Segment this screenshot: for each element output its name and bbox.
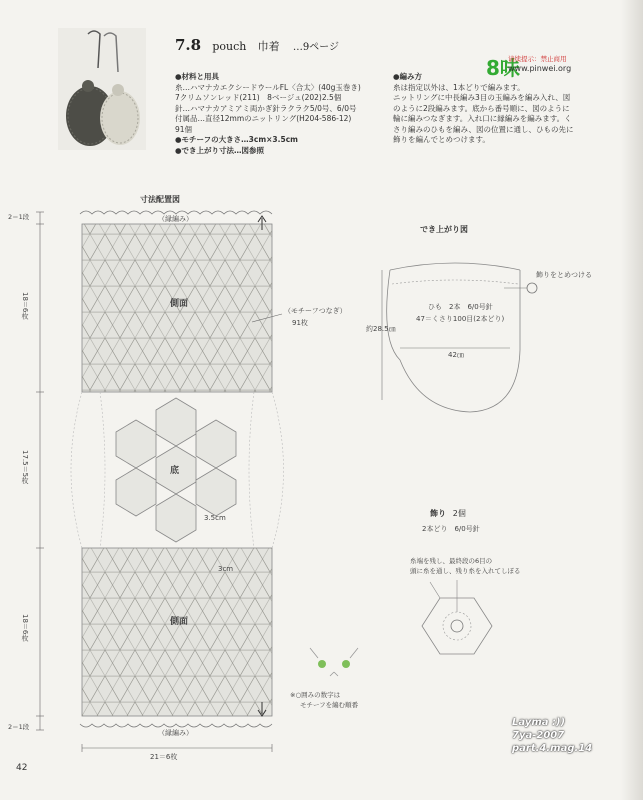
method-heading: ●編み方 <box>393 72 423 81</box>
method-line: 糸は指定以外は、1本どりで編みます。 <box>393 82 525 92</box>
layout-diagram-title: 寸法配置図 <box>140 195 180 204</box>
dim-edge-bottom: 2＝1段 <box>8 723 30 731</box>
edging-top-label: （縁編み） <box>158 215 193 223</box>
ornament-attach-note: 飾りをとめつける <box>536 271 592 279</box>
finished-width: 42㎝ <box>448 351 464 359</box>
pattern-page-ref: …9ページ <box>292 42 339 53</box>
method-line: 輪に編みつなぎます。入れ口に縁編みを編みます。く <box>393 114 572 123</box>
dim-bottom: 17.5＝5枚 <box>21 450 29 485</box>
finished-diagram-title: でき上がり図 <box>420 225 468 234</box>
edging-bottom-label: （縁編み） <box>158 729 193 737</box>
materials-heading: ●材料と用具 <box>175 72 220 81</box>
motif-size: ●モチーフの大きさ…3cm×3.5cm <box>175 135 298 144</box>
watermark-notice: 请续提示：禁止商用 <box>508 55 567 63</box>
ornament-count: 2個 <box>452 509 466 518</box>
page-number: 42 <box>16 763 28 773</box>
dim-edge-top: 2＝1段 <box>8 213 30 221</box>
finished-height: 約28.5㎝ <box>366 325 396 333</box>
credit-line: part.4.mag.14 <box>512 743 593 754</box>
dim-side-top: 18＝6枚 <box>21 292 29 320</box>
ornament-note-2: 頭に糸を通し、残り糸を入れてしぼる <box>410 567 521 575</box>
materials-line: 付属品…直径12mmのニットリング(H204-586-12) <box>175 114 352 123</box>
pattern-number: 7.8 <box>175 36 202 54</box>
ornament-title-text: 飾り <box>430 509 446 518</box>
side-top-label: 側面 <box>170 299 189 309</box>
method-line: さり編みのひもを編み、図の位置に通し、ひもの先に <box>393 124 574 134</box>
method-line: のように2段編みます。底から番号順に、図のように <box>393 103 570 113</box>
credit <box>512 716 592 755</box>
motif-count-label: 91枚 <box>292 319 308 327</box>
method-line: ニットリングに中長編み3目の玉編みを編み入れ、図 <box>393 93 571 102</box>
dim-width: 21＝6枚 <box>150 753 178 761</box>
materials-line: 7クリムソンレッド(211) 8ベージュ(202)2.5個 <box>175 93 342 102</box>
materials-line: 糸…ハマナカエクシードウールFL〈合太〉(40g玉巻き) <box>175 82 361 92</box>
ornament-note-1: 糸端を残し、最終段の6目の <box>410 557 493 565</box>
pattern-kind: 巾着 <box>257 40 280 53</box>
watermark-logo: 8味 <box>486 56 520 80</box>
materials-line: 針…ハマナカアミアミ両かぎ針ラクラク5/0号、6/0号 <box>175 103 357 113</box>
credit-line: 7ya-2007 <box>512 730 565 741</box>
motif-join-label: （モチーフつなぎ） <box>284 307 347 315</box>
note-line-1: ※○囲みの数字は <box>290 691 341 699</box>
finished-size: ●でき上がり寸法…図参照 <box>175 145 265 155</box>
side-bottom-label: 側面 <box>170 617 189 627</box>
method-line: 飾りを編んでとめつけます。 <box>393 135 490 144</box>
watermark-site: www.pinwei.org <box>508 64 572 73</box>
note-line-2: モチーフを編む順番 <box>300 701 359 709</box>
cord-detail: 47＝くさり100目(2本どり) <box>416 315 505 323</box>
pattern-name: pouch <box>212 40 247 53</box>
dim-side-bottom: 18＝6枚 <box>21 614 29 642</box>
cord-label: ひも 2本 6/0号針 <box>428 303 493 311</box>
materials-line: 91個 <box>175 124 193 134</box>
credit-line: Layma :)) <box>512 717 566 728</box>
dim-3-5: 3.5cm <box>204 514 226 522</box>
ornament-yarn: 2本どり 6/0号針 <box>422 525 480 533</box>
dim-3: 3cm <box>218 565 234 573</box>
bottom-label: 底 <box>170 466 180 476</box>
